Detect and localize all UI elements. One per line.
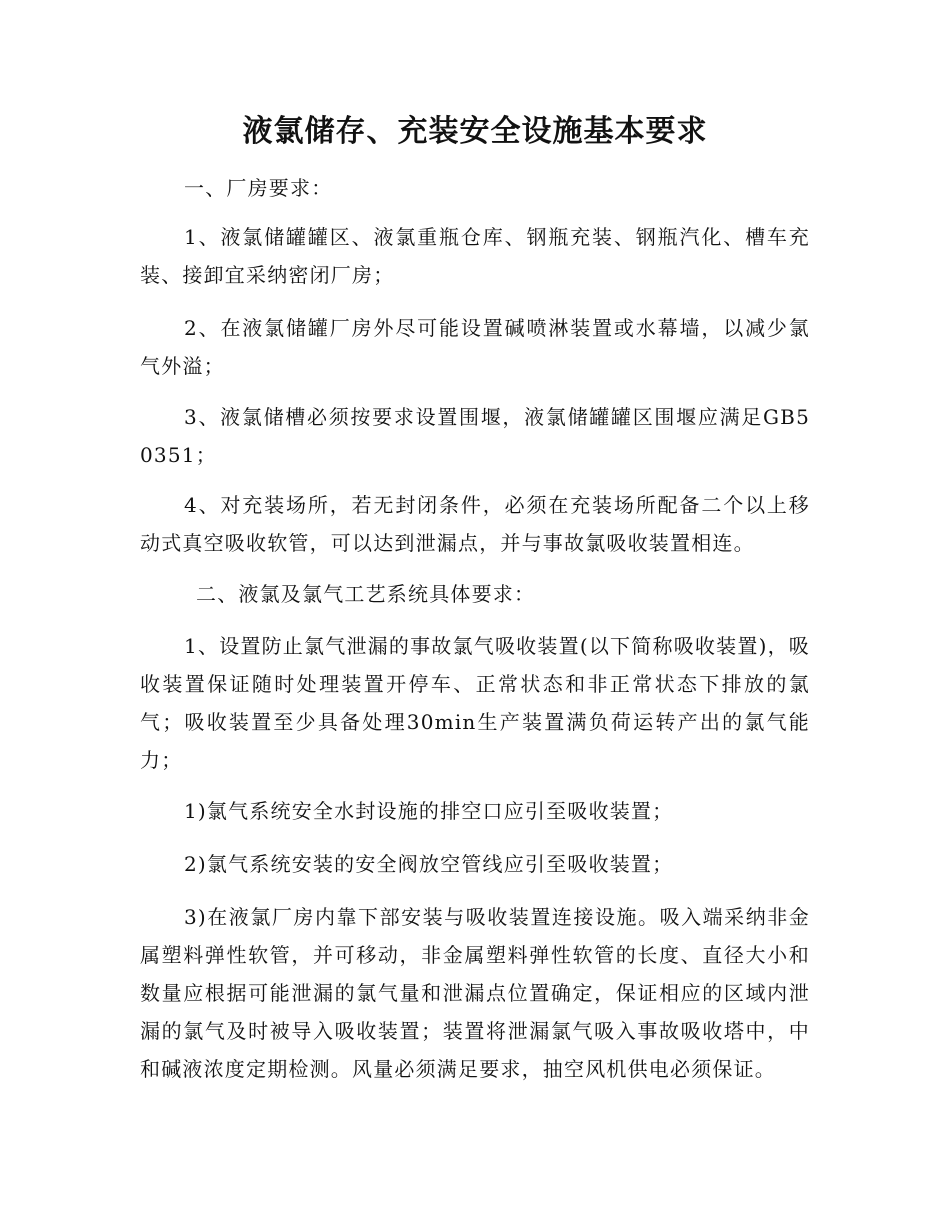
paragraph-2-1-sub2: 2)氯气系统安装的安全阀放空管线应引至吸收装置； bbox=[184, 852, 674, 876]
paragraph-1-2: 2、在液氯储罐厂房外尽可能设置碱喷淋装置或水幕墙，以减少氯气外溢； bbox=[140, 316, 810, 378]
section-heading-chlorine-system-requirements: 二、液氯及氯气工艺系统具体要求： bbox=[196, 582, 536, 606]
section-heading-plant-requirements: 一、厂房要求： bbox=[184, 176, 333, 200]
paragraph-2-1-sub3: 3)在液氯厂房内靠下部安装与吸收装置连接设施。吸入端采纳非金属塑料弹性软管，并可移动，非金属塑料弹性软管的长度、直径大小和数量应根据可能泄漏的氯气量和泄漏点位置确定，保证相应的区域内泄漏的氯气及时被导入吸收装置；装置将泄漏氯气吸入事故吸收塔中，中和碱液浓度定期检测。风量必须满足要求，抽空风机供电必须保证。 bbox=[140, 905, 810, 1081]
paragraph-2-1: 1、设置防止氯气泄漏的事故氯气吸收装置(以下简称吸收装置)，吸收装置保证随时处理装置开停车、正常状态和非正常状态下排放的氯气；吸收装置至少具备处理30min生产装置满负荷运转产出的氯气能力； bbox=[140, 634, 810, 772]
paragraph-1-3: 3、液氯储槽必须按要求设置围堰，液氯储罐罐区围堰应满足GB50351； bbox=[140, 405, 810, 467]
document-title: 液氯储存、充装安全设施基本要求 bbox=[242, 114, 708, 149]
paragraph-1-1: 1、液氯储罐罐区、液氯重瓶仓库、钢瓶充装、钢瓶汽化、槽车充装、接卸宜采纳密闭厂房； bbox=[140, 225, 810, 287]
paragraph-1-4: 4、对充装场所，若无封闭条件，必须在充装场所配备二个以上移动式真空吸收软管，可以达到泄漏点，并与事故氯吸收装置相连。 bbox=[140, 493, 810, 555]
paragraph-2-1-sub1: 1)氯气系统安全水封设施的排空口应引至吸收装置； bbox=[184, 799, 674, 823]
